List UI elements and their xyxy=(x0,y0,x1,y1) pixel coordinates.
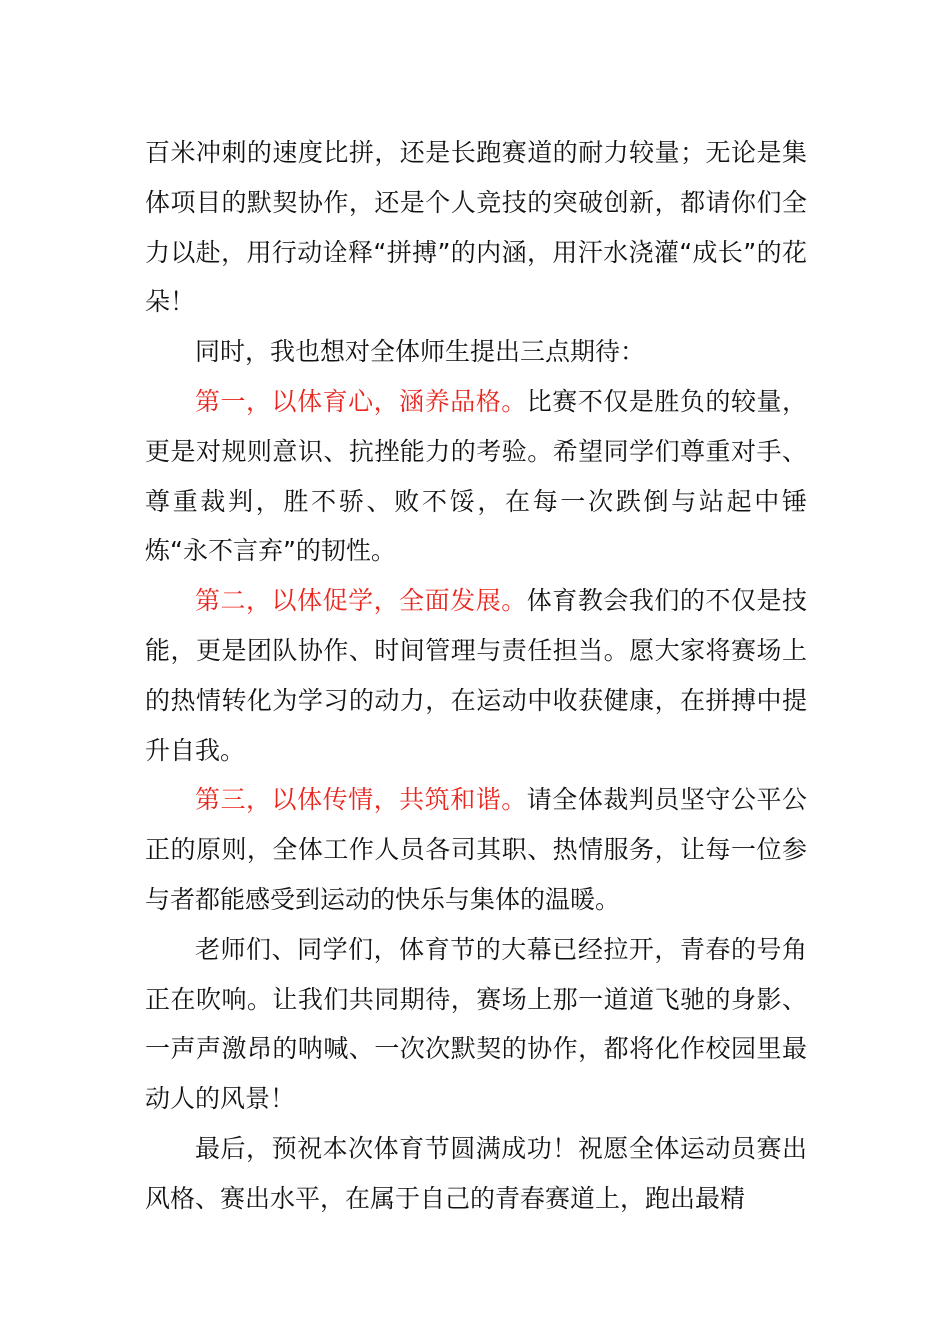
point-heading: 第二，以体促学，全面发展。 xyxy=(195,586,527,616)
paragraph-text: 最后，预祝本次体育节圆满成功！祝愿全体运动员赛出风格、赛出水平，在属于自己的青春赛道上，跑出最精 xyxy=(145,1133,807,1213)
paragraph-third-point xyxy=(145,775,807,924)
paragraph-second-point xyxy=(145,576,807,775)
point-heading: 第三，以体传情，共筑和谐。 xyxy=(195,785,527,815)
paragraph-text: 体育教会我们的不仅是技能，更是团队协作、时间管理与责任担当。愿大家将赛场上的热情转化为学习的动力，在运动中收获健康，在拼搏中提升自我。 xyxy=(145,586,807,765)
paragraph-closing-outlook xyxy=(145,925,807,1124)
paragraph-final-wishes xyxy=(145,1124,807,1224)
paragraph-text: 请全体裁判员坚守公平公正的原则，全体工作人员各司其职、热情服务，让每一位参与者都能感受到运动的快乐与集体的温暖。 xyxy=(145,785,807,914)
paragraph-text: 老师们、同学们，体育节的大幕已经拉开，青春的号角正在吹响。让我们共同期待，赛场上那一道道飞驰的身影、一声声激昂的呐喊、一次次默契的协作，都将化作校园里最动人的风景！ xyxy=(145,934,807,1114)
paragraph-text: 同时，我也想对全体师生提出三点期待： xyxy=(195,337,646,367)
paragraph-intro-expectations xyxy=(145,327,807,377)
paragraph-continuation xyxy=(145,128,807,327)
paragraph-text: 比赛不仅是胜负的较量，更是对规则意识、抗挫能力的考验。希望同学们尊重对手、尊重裁判，胜不骄、败不馁，在每一次跌倒与站起中锤炼“永不言弃”的韧性。 xyxy=(145,386,807,566)
paragraph-text: 百米冲刺的速度比拼，还是长跑赛道的耐力较量；无论是集体项目的默契协作，还是个人竞技的突破创新，都请你们全力以赴，用行动诠释“拼搏”的内涵，用汗水浇灌“成长”的花朵！ xyxy=(145,138,807,317)
paragraph-first-point xyxy=(145,377,807,576)
document-body xyxy=(145,128,807,1224)
point-heading: 第一，以体育心，涵养品格。 xyxy=(195,386,527,416)
